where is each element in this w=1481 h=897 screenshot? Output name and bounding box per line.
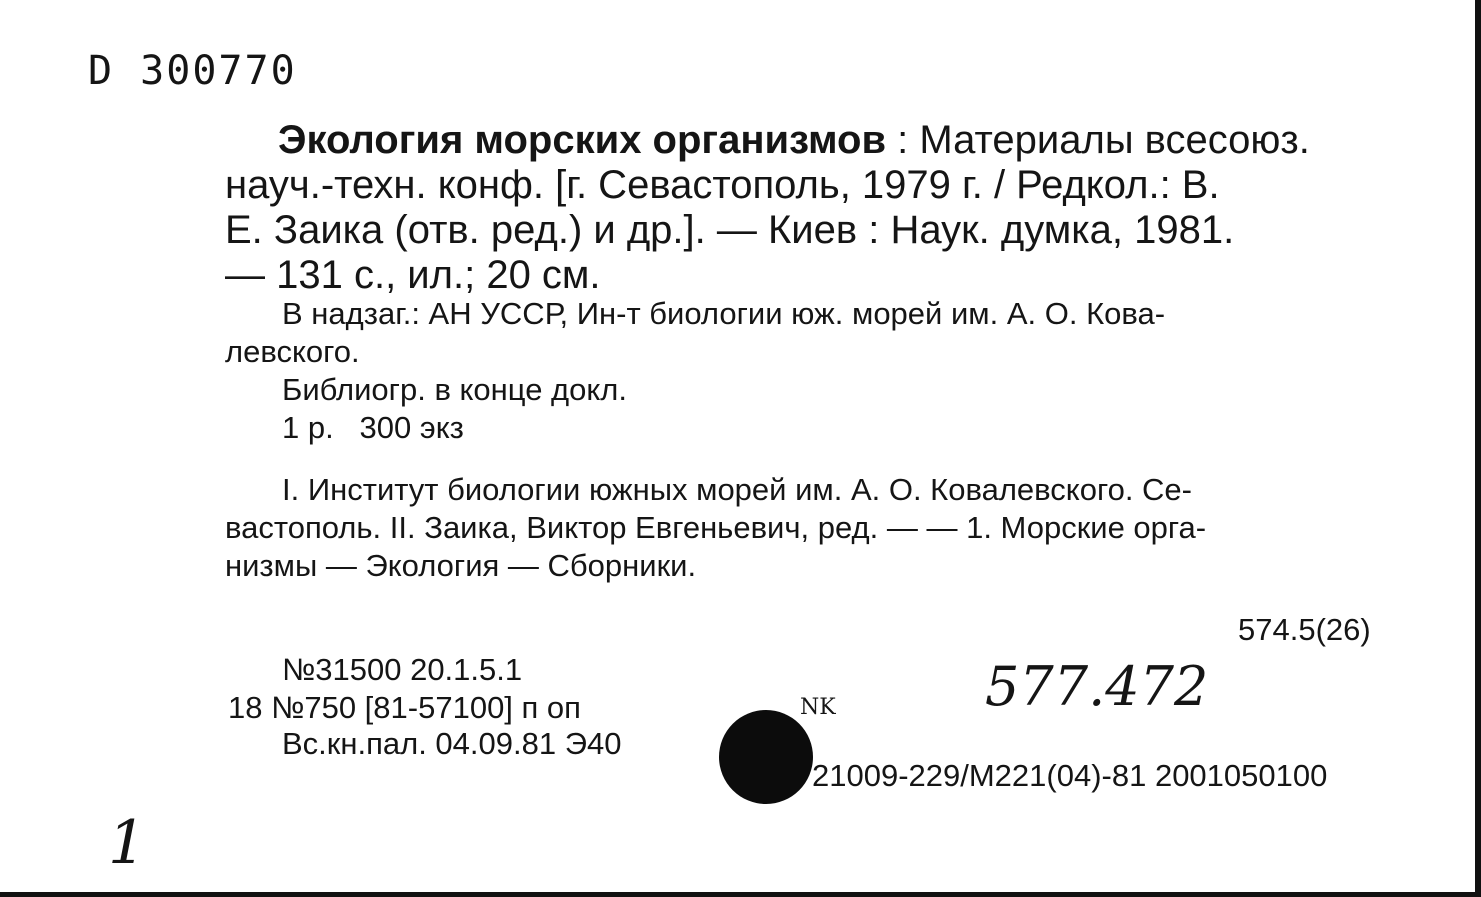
handwritten-code: 577.472 bbox=[985, 655, 1209, 718]
udc-code: 574.5(26) bbox=[1238, 612, 1371, 647]
handwritten-number: 1 bbox=[108, 808, 147, 878]
note-bibliography: Библиогр. в конце докл. bbox=[282, 372, 627, 407]
title-line bbox=[278, 118, 1310, 163]
print-code: 21009-229/M221(04)-81 2001050100 bbox=[812, 758, 1328, 793]
ink-blot bbox=[719, 710, 813, 804]
tracing-line-3: низмы — Экология — Сборники. bbox=[225, 548, 697, 583]
description-line-4: — 131 с., ил.; 20 см. bbox=[225, 253, 601, 297]
note-header: В надзаг.: АН УССР, Ин-т биологии юж. морей им. А. О. Кова- bbox=[282, 296, 1166, 331]
note-header-cont: левского. bbox=[225, 334, 360, 369]
pub-info-line-2: 18 №750 [81-57100] п оп bbox=[228, 690, 581, 725]
tracing-line-1: I. Институт биологии южных морей им. А. О. Ковалевского. Се- bbox=[282, 472, 1192, 507]
title-subtitle: : Материалы всесоюз. bbox=[886, 118, 1310, 162]
catalog-id: D 300770 bbox=[88, 48, 297, 94]
pub-info-line-1: №31500 20.1.5.1 bbox=[282, 652, 523, 687]
stamp-mark: NK bbox=[800, 695, 836, 720]
description-line-2: науч.-техн. конф. [г. Севастополь, 1979 г. / Редкол.: В. bbox=[225, 163, 1220, 207]
title: Экология морских организмов bbox=[278, 118, 887, 162]
description-line-3: Е. Заика (отв. ред.) и др.]. — Киев : Наук. думка, 1981. bbox=[225, 208, 1235, 252]
pub-info-line-3: Вс.кн.пал. 04.09.81 Э40 bbox=[282, 726, 622, 761]
tracing-line-2: вастополь. II. Заика, Виктор Евгеньевич, ред. — — 1. Морские орга- bbox=[225, 510, 1207, 545]
note-price-run: 1 р. 300 экз bbox=[282, 410, 464, 445]
